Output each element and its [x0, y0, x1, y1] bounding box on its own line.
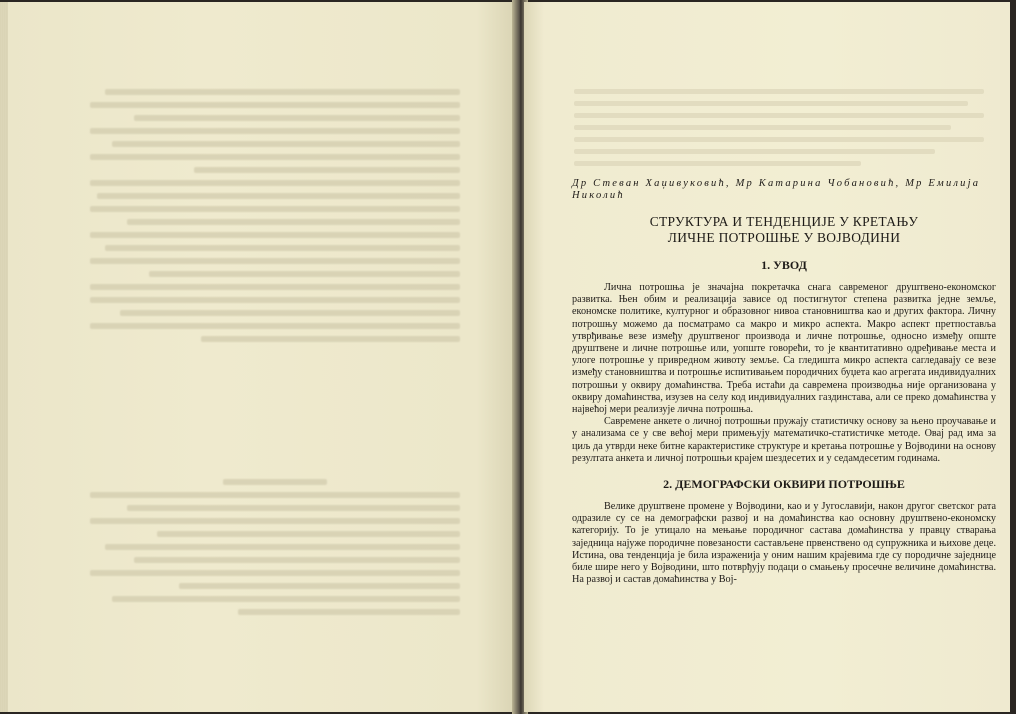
show-through-text-upper: [90, 82, 460, 349]
article-body: [572, 178, 996, 586]
paragraph-intro-1: Лична потрошња је значајна покретачка снага савременог друштвено-економског развитка. Њен обим и реализација зависе од постигнутог степена развитка једне земље, економске политике, културног и образовног нивоа становништва као и других фактора. Личну потрошњу можемо да посматрамо са макро и микро аспекта. Макро аспект претпоставља утврђивање везе између друштвеног производа и личне потрошње, односно између опште друштвене и личне потрошње или, уопште говорећи, то је квантитативно одређивање места и улоге потрошње у привредном животу земље. Са гледишта микро аспекта сагледавају се везе између становништва и потрошње испитивањем породичних буџета као агрегата индивидуалних потрошњи у оквиру домаћинства. Треба истаћи да савремена производња није организована у оквиру домаћинства, изузев на селу код индивидуалних газдинстава, али се преко домаћинства у највећој мери реализује лична потрошња.: [572, 282, 996, 416]
article-title: [572, 214, 996, 246]
section-heading-intro: 1. УВОД: [761, 258, 807, 272]
section-heading-demographic: 2. ДЕМОГРАФСКИ ОКВИРИ ПОТРОШЊЕ: [663, 477, 905, 492]
right-page: [524, 2, 1010, 712]
page-edge-stack: [0, 2, 8, 712]
author-line: Др Стеван Хаџивуковић, Мр Катарина Чобановић, Мр Емилија Николић: [572, 178, 981, 201]
show-through-text-lower: [90, 472, 460, 622]
left-page: [0, 2, 518, 712]
article-title-line-1: СТРУКТУРА И ТЕНДЕНЦИЈЕ У КРЕТАЊУ: [649, 214, 919, 229]
show-through-text-right: [574, 82, 984, 173]
paragraph-intro-2: Савремене анкете о личној потрошњи пружају статистичку основу за њено проучавање и у анализама се у све већој мери примењују математичко-статистичке методе. Овај рад има за циљ да утврди неке битне карактеристике структуре и кретања потрошње у Војводини на основу резултата анкета и личној потрошњи крајем шездесетих и у седамдесетим годинама.: [572, 416, 996, 464]
paragraph-demographic-1: Велике друштвене промене у Војводини, као и у Југославији, након другог светског рата одразиле су се на демографски развој и на домаћинства као основну друштвено-економску категорију. То је утицало на мењање породичног састава домаћинства у правцу стварања заједница најуже породичне повезаности састављене првенствено од супружника и њихове деце. Истина, ова тенденција је била израженија у оним нашим крајевима где су породичне заједнице биле шире него у Војводини, што потврђују подаци о смањењу просечне величине домаћинства. На развој и састав домаћинства у Вој-: [572, 501, 996, 586]
article-title-line-2: ЛИЧНЕ ПОТРОШЊЕ У ВОЈВОДИНИ: [667, 230, 901, 245]
